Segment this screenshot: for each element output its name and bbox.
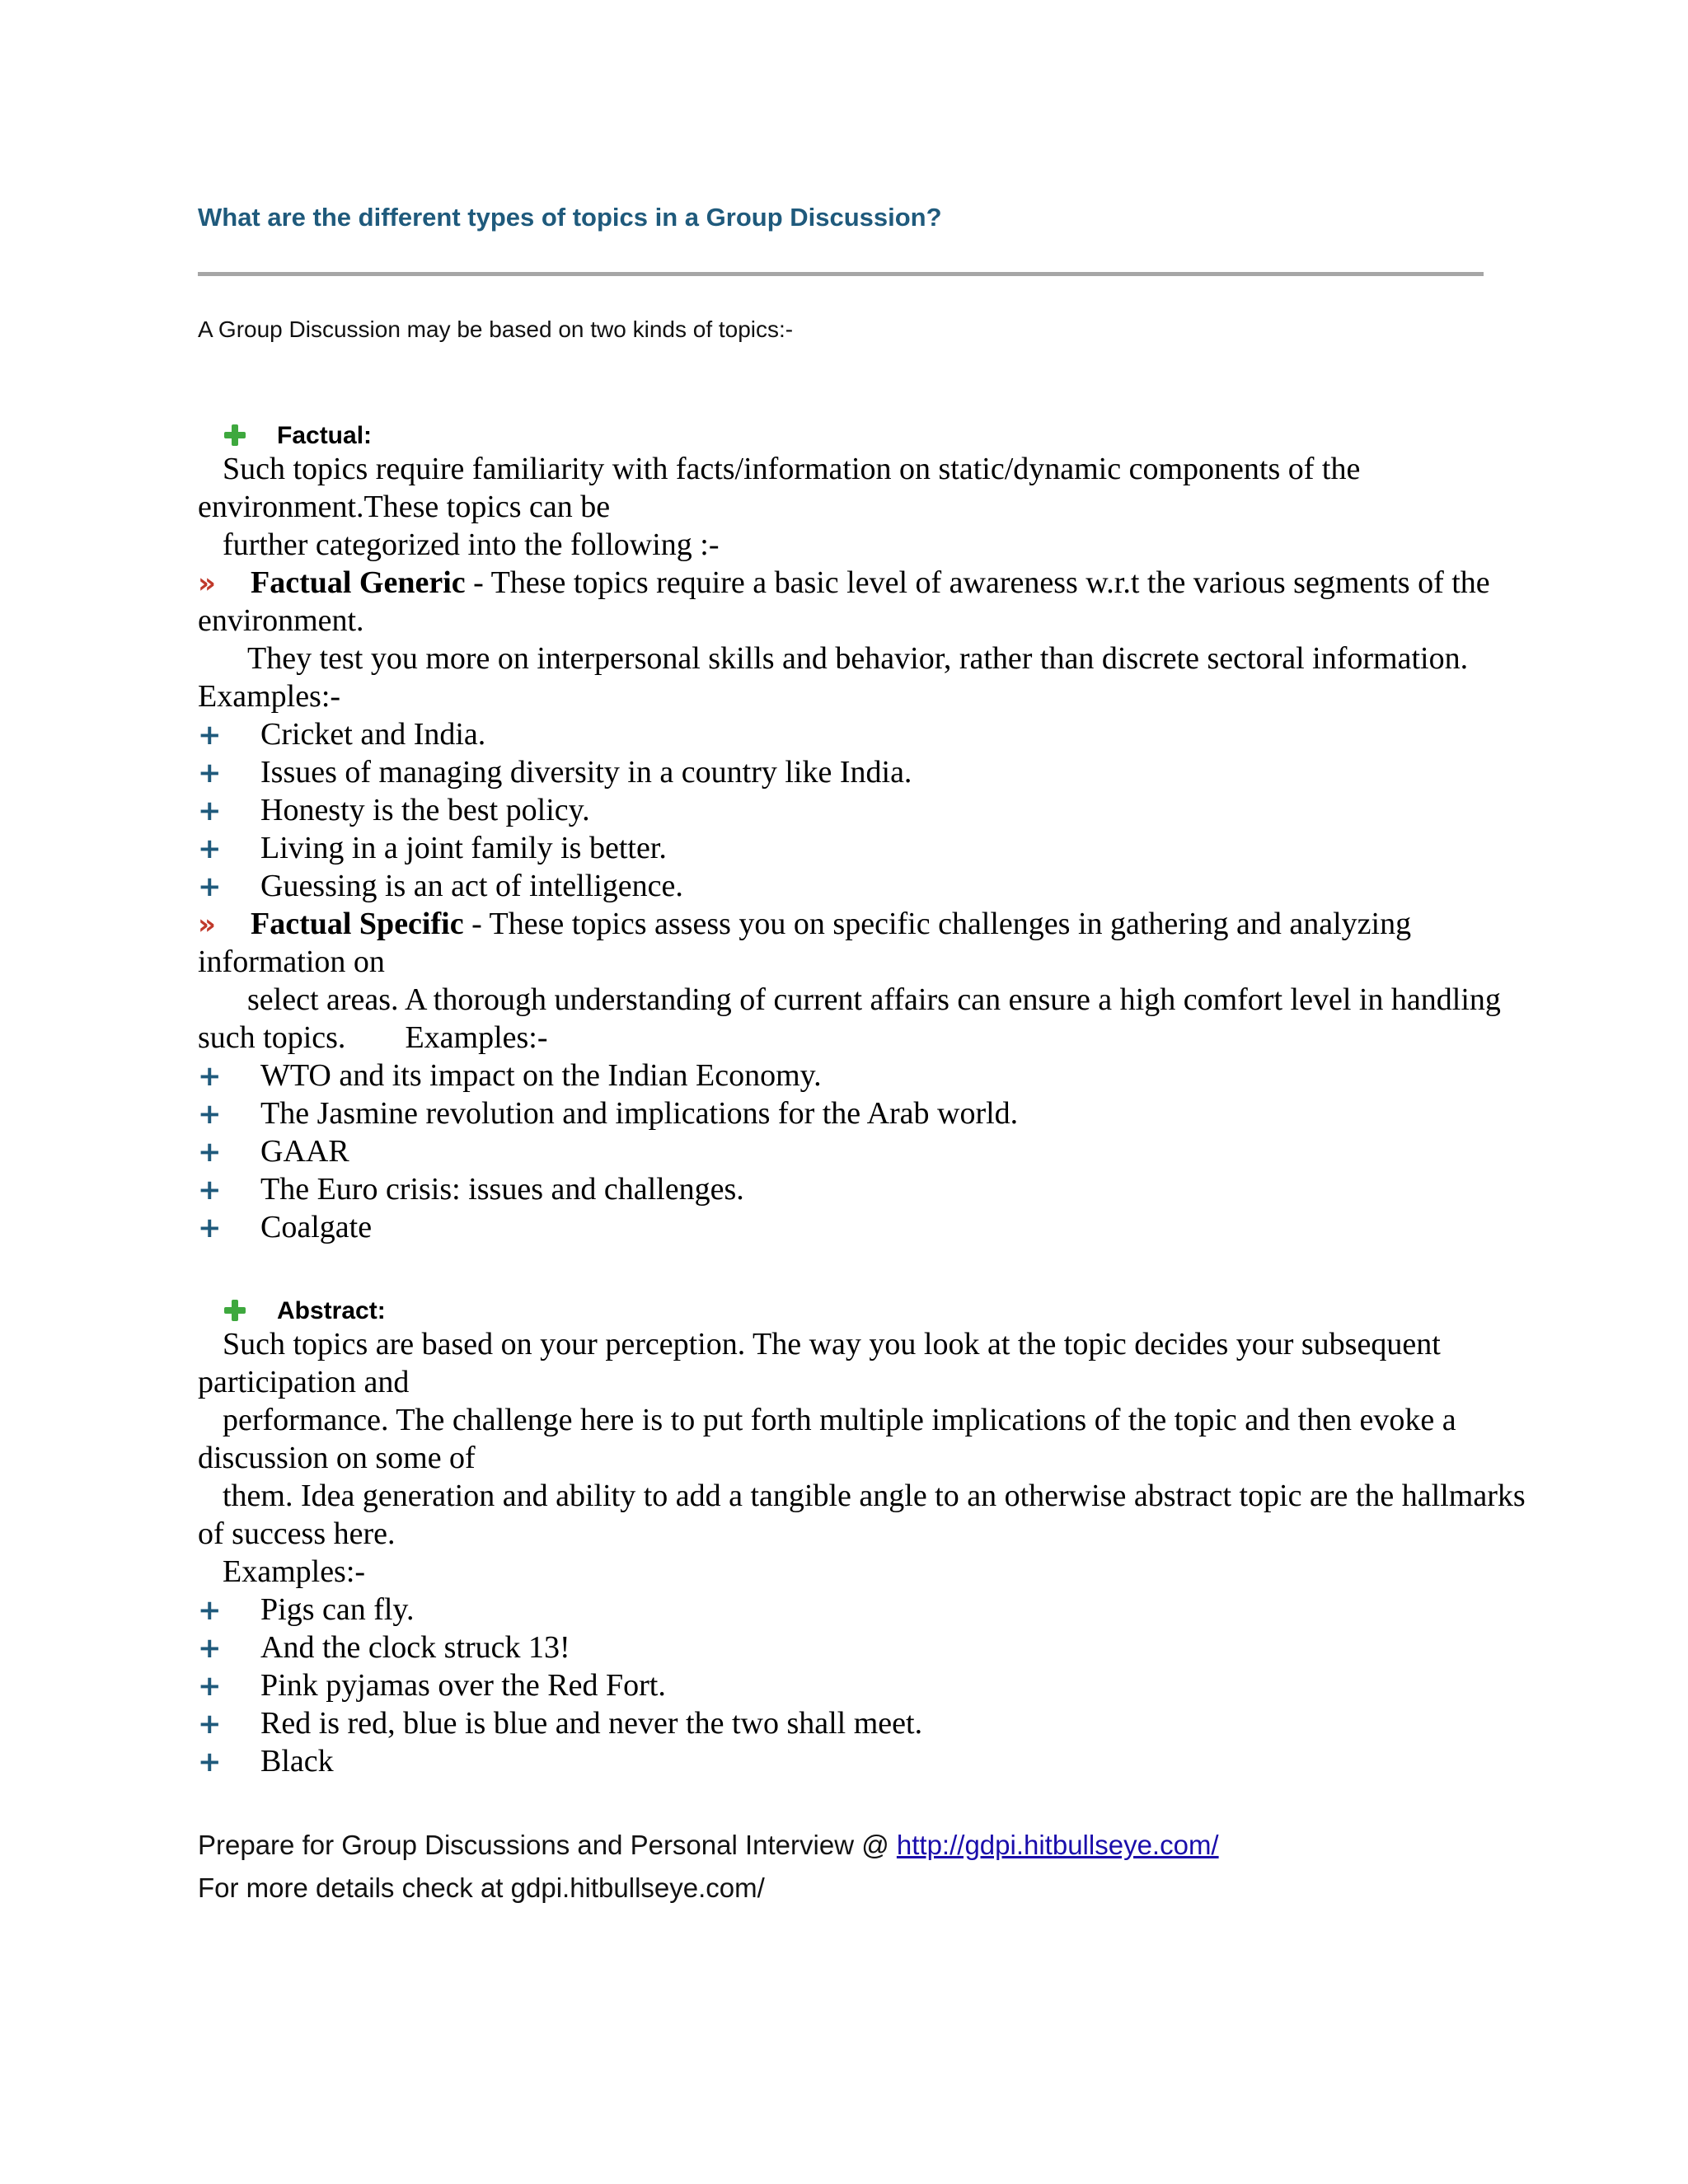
abstract-description-line: of success here. — [198, 1516, 396, 1551]
plus-icon: + — [198, 1098, 222, 1131]
factual-description-line: Such topics require familiarity with facts/information on static/dynamic components of the — [223, 452, 1361, 486]
list-item — [198, 867, 1599, 905]
gdpi-link[interactable]: http://gdpi.hitbullseye.com/ — [896, 1830, 1219, 1860]
double-chevron-icon: » — [198, 567, 216, 600]
plus-icon: + — [198, 870, 222, 903]
factual-body — [198, 450, 1599, 1246]
list-item-text: The Jasmine revolution and implications for the Arab world. — [260, 1096, 1019, 1131]
list-item — [198, 1742, 1599, 1780]
list-item-text: Living in a joint family is better. — [260, 831, 667, 865]
factual-description-line: further categorized into the following :- — [223, 527, 720, 562]
list-item-text: The Euro crisis: issues and challenges. — [260, 1172, 744, 1207]
factual-specific-line — [198, 1019, 1599, 1057]
title-divider — [198, 272, 1484, 276]
list-item — [198, 1094, 1599, 1132]
plus-icon: + — [198, 1632, 222, 1665]
footer-line-1 — [198, 1830, 1219, 1861]
plus-icon: + — [198, 1670, 222, 1703]
list-item — [198, 1629, 1599, 1666]
abstract-heading — [224, 1297, 386, 1325]
list-item — [198, 791, 1599, 829]
factual-generic-term: Factual Generic — [251, 565, 466, 600]
factual-generic-line: They test you more on interpersonal skills and behavior, rather than discrete sectoral information. — [247, 641, 1469, 676]
factual-specific-text: - These topics assess you on specific challenges in gathering and analyzing — [463, 907, 1412, 941]
list-item-text: GAAR — [260, 1134, 349, 1169]
factual-specific-text: such topics. — [198, 1020, 346, 1055]
list-item — [198, 1704, 1599, 1742]
factual-generic-line — [198, 564, 1599, 602]
list-item-text: Issues of managing diversity in a country like India. — [260, 755, 912, 790]
list-item-text: Red is red, blue is blue and never the two shall meet. — [260, 1706, 923, 1741]
intro-text: A Group Discussion may be based on two kinds of topics:- — [198, 316, 794, 342]
factual-specific-line — [198, 905, 1599, 943]
factual-generic-line: environment. — [198, 603, 364, 638]
list-item — [198, 715, 1599, 753]
factual-generic-text: - These topics require a basic level of awareness w.r.t the various segments of the — [465, 565, 1490, 600]
page-title: What are the different types of topics in a Group Discussion? — [198, 203, 942, 232]
list-item — [198, 1057, 1599, 1094]
plus-icon: + — [198, 1136, 222, 1169]
plus-icon: + — [198, 1060, 222, 1093]
examples-label: Examples:- — [405, 1020, 548, 1055]
abstract-body — [198, 1325, 1599, 1780]
list-item — [198, 753, 1599, 791]
examples-label: Examples:- — [198, 679, 341, 714]
plus-icon: + — [198, 757, 222, 790]
abstract-description-line: participation and — [198, 1365, 410, 1399]
plus-icon: + — [198, 1594, 222, 1627]
list-item-text: Pink pyjamas over the Red Fort. — [260, 1668, 666, 1703]
plus-icon: + — [198, 1174, 222, 1207]
list-item — [198, 1208, 1599, 1246]
list-item-text: Honesty is the best policy. — [260, 793, 590, 827]
list-item-text: Cricket and India. — [260, 717, 486, 752]
list-item-text: Black — [260, 1744, 334, 1779]
examples-label: Examples:- — [223, 1554, 366, 1589]
list-item-text: Coalgate — [260, 1210, 373, 1244]
list-item — [198, 1666, 1599, 1704]
plus-icon: + — [198, 794, 222, 827]
factual-heading — [224, 422, 372, 450]
abstract-description-line: performance. The challenge here is to put forth multiple implications of the topic and then evoke a — [223, 1403, 1456, 1437]
list-item-text: And the clock struck 13! — [260, 1630, 570, 1665]
list-item — [198, 1591, 1599, 1629]
abstract-heading-label: Abstract: — [277, 1297, 386, 1324]
factual-specific-line: information on — [198, 944, 385, 979]
list-item — [198, 829, 1599, 867]
factual-description-line: environment.These topics can be — [198, 490, 611, 524]
abstract-description-line: them. Idea generation and ability to add a tangible angle to an otherwise abstract topic are the hallmarks — [223, 1479, 1526, 1513]
footer-line-2: For more details check at gdpi.hitbullseye.com/ — [198, 1872, 765, 1903]
abstract-description-line: Such topics are based on your perception. The way you look at the topic decides your subsequent — [223, 1327, 1441, 1361]
plus-icon: + — [198, 1708, 222, 1741]
factual-specific-term: Factual Specific — [251, 907, 464, 941]
plus-icon: + — [198, 1212, 222, 1244]
footer-prefix: Prepare for Group Discussions and Personal Interview @ — [198, 1830, 897, 1860]
list-item-text: Pigs can fly. — [260, 1592, 415, 1627]
green-plus-icon — [224, 1300, 246, 1321]
list-item-text: Guessing is an act of intelligence. — [260, 869, 683, 903]
green-plus-icon — [224, 424, 246, 446]
list-item — [198, 1170, 1599, 1208]
double-chevron-icon: » — [198, 908, 216, 941]
plus-icon: + — [198, 832, 222, 865]
plus-icon: + — [198, 719, 222, 752]
list-item-text: WTO and its impact on the Indian Economy. — [260, 1058, 822, 1093]
list-item — [198, 1132, 1599, 1170]
factual-specific-line: select areas. A thorough understanding of current affairs can ensure a high comfort level in handling — [247, 982, 1501, 1017]
factual-heading-label: Factual: — [277, 422, 373, 449]
abstract-description-line: discussion on some of — [198, 1441, 476, 1475]
plus-icon: + — [198, 1746, 222, 1779]
